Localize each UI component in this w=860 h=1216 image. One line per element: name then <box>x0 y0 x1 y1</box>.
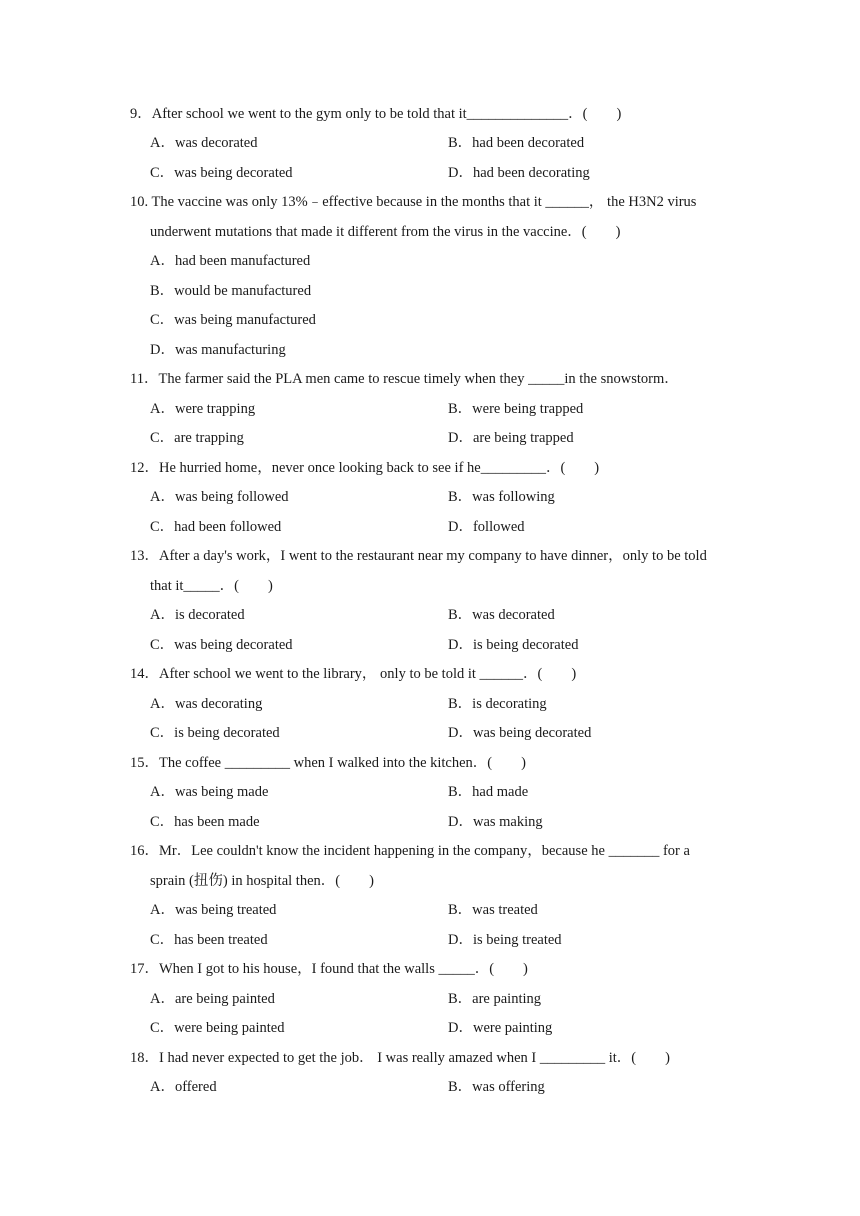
question-13-stem: 13．After a day's work，I went to the restaurant near my company to have dinner，only to be told <box>130 548 707 564</box>
question-10-option-d: D．was manufacturing <box>150 342 286 358</box>
question-18-option-a: A．offered <box>150 1079 217 1095</box>
question-9-option-c: C．was being decorated <box>150 165 293 181</box>
question-12-option-b: B．was following <box>448 489 555 505</box>
question-10-option-c: C．was being manufactured <box>150 312 316 328</box>
question-10-stem-cont: underwent mutations that made it different from the virus in the vaccine．( ) <box>150 224 621 240</box>
question-16-option-a: A．was being treated <box>150 902 277 918</box>
question-15-stem: 15．The coffee _________ when I walked into the kitchen．( ) <box>130 755 526 771</box>
question-14-stem: 14．After school we went to the library， only to be told it ______．( ) <box>130 666 577 682</box>
question-13-option-b: B．was decorated <box>448 607 555 623</box>
question-18-stem: 18．I had never expected to get the job． I was really amazed when I _________ it．( ) <box>130 1050 670 1066</box>
question-17-option-b: B．are painting <box>448 991 542 1007</box>
question-15-option-d: D．was making <box>448 814 543 830</box>
question-13-option-d: D．is being decorated <box>448 637 579 653</box>
question-12-option-d: D．followed <box>448 519 525 535</box>
question-11-option-d: D．are being trapped <box>448 430 574 446</box>
question-11-option-b: B．were being trapped <box>448 401 584 417</box>
question-17-option-a: A．are being painted <box>150 991 275 1007</box>
question-13-option-a: A．is decorated <box>150 607 245 623</box>
question-15-option-a: A．was being made <box>150 784 269 800</box>
question-16-option-b: B．was treated <box>448 902 538 918</box>
question-13-stem-cont: that it_____．( ) <box>150 578 273 594</box>
question-10-option-b: B．would be manufactured <box>150 283 312 299</box>
question-12-option-c: C．had been followed <box>150 519 282 535</box>
question-9-option-d: D．had been decorating <box>448 165 590 181</box>
question-14-option-d: D．was being decorated <box>448 725 592 741</box>
question-9-option-b: B．had been decorated <box>448 135 585 151</box>
question-9-stem: 9．After school we went to the gym only to be told that it______________．( ) <box>130 106 622 122</box>
question-13-option-c: C．was being decorated <box>150 637 293 653</box>
question-10-option-a: A．had been manufactured <box>150 253 311 269</box>
question-12-stem: 12．He hurried home，never once looking back to see if he_________．( ) <box>130 460 600 476</box>
question-16-option-d: D．is being treated <box>448 932 562 948</box>
question-10-stem: 10. The vaccine was only 13%﹣effective because in the months that it ______， the H3N2 virus <box>130 194 697 210</box>
question-14-option-a: A．was decorating <box>150 696 263 712</box>
question-14-option-b: B．is decorating <box>448 696 547 712</box>
question-14-option-c: C．is being decorated <box>150 725 280 741</box>
question-16-stem: 16．Mr．Lee couldn't know the incident happening in the company，because he _______ for a <box>130 843 690 859</box>
question-16-stem-cont: sprain (扭伤) in hospital then．( ) <box>150 873 374 889</box>
question-17-option-c: C．were being painted <box>150 1020 285 1036</box>
question-18-option-b: B．was offering <box>448 1079 545 1095</box>
question-11-option-a: A．were trapping <box>150 401 256 417</box>
question-11-option-c: C．are trapping <box>150 430 244 446</box>
question-15-option-b: B．had made <box>448 784 529 800</box>
question-17-option-d: D．were painting <box>448 1020 553 1036</box>
question-16-option-c: C．has been treated <box>150 932 268 948</box>
question-17-stem: 17．When I got to his house，I found that the walls _____．( ) <box>130 961 528 977</box>
question-9-option-a: A．was decorated <box>150 135 258 151</box>
question-11-stem: 11．The farmer said the PLA men came to rescue timely when they _____in the snowstorm． <box>130 371 679 387</box>
question-12-option-a: A．was being followed <box>150 489 289 505</box>
question-15-option-c: C．has been made <box>150 814 260 830</box>
